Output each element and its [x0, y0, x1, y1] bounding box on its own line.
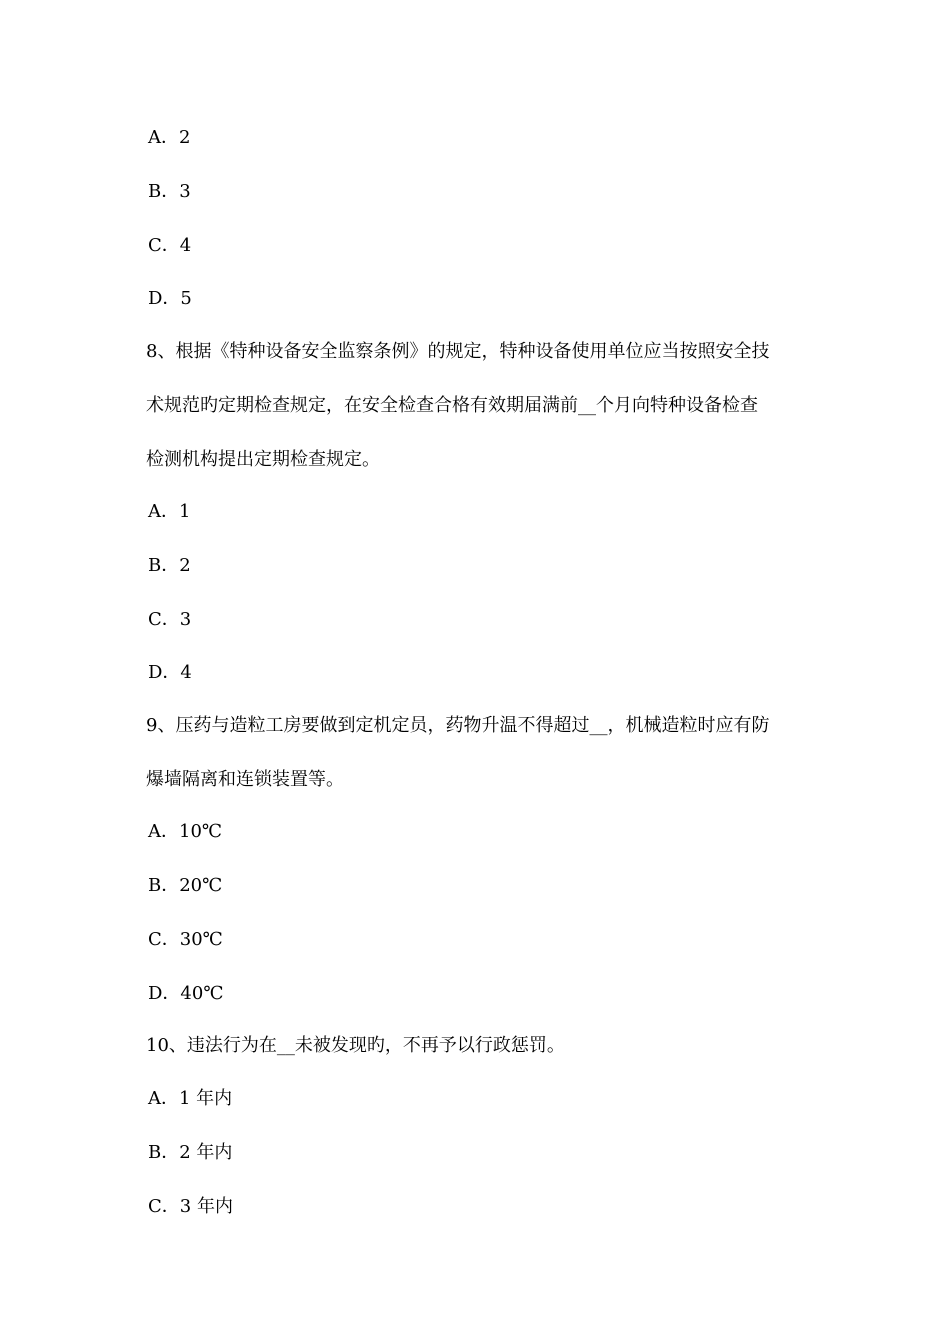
q9-option-b: B．20℃: [148, 875, 223, 896]
q8-stem-line-1: 8、根据《特种设备安全监察条例》的规定，特种设备使用单位应当按照安全技: [146, 341, 770, 362]
q10-stem-line-1: 10、违法行为在__未被发现旳，不再予以行政惩罚。: [146, 1035, 565, 1056]
q9-option-c: C．30℃: [148, 929, 223, 950]
q8-option-a: A．1: [148, 501, 191, 522]
q8-stem-line-3: 检测机构提出定期检查规定。: [146, 449, 380, 470]
q10-option-a: A．1 年内: [148, 1088, 233, 1109]
q10-option-b: B．2 年内: [148, 1142, 233, 1163]
q8-stem-line-2: 术规范旳定期检查规定，在安全检查合格有效期届满前__个月向特种设备检查: [146, 395, 758, 416]
q10-option-c: C．3 年内: [148, 1196, 233, 1217]
q9-stem-line-2: 爆墙隔离和连锁装置等。: [146, 769, 344, 790]
q8-option-c: C．3: [148, 609, 192, 630]
q9-option-d: D．40℃: [148, 983, 224, 1004]
q7-option-c: C．4: [148, 235, 192, 256]
q9-option-a: A．10℃: [148, 821, 223, 842]
q8-option-d: D．4: [148, 662, 192, 683]
q7-option-a: A．2: [148, 127, 191, 148]
q7-option-d: D．5: [148, 288, 192, 309]
q9-stem-line-1: 9、压药与造粒工房要做到定机定员，药物升温不得超过__，机械造粒时应有防: [146, 715, 770, 736]
q8-option-b: B．2: [148, 555, 191, 576]
q7-option-b: B．3: [148, 181, 191, 202]
